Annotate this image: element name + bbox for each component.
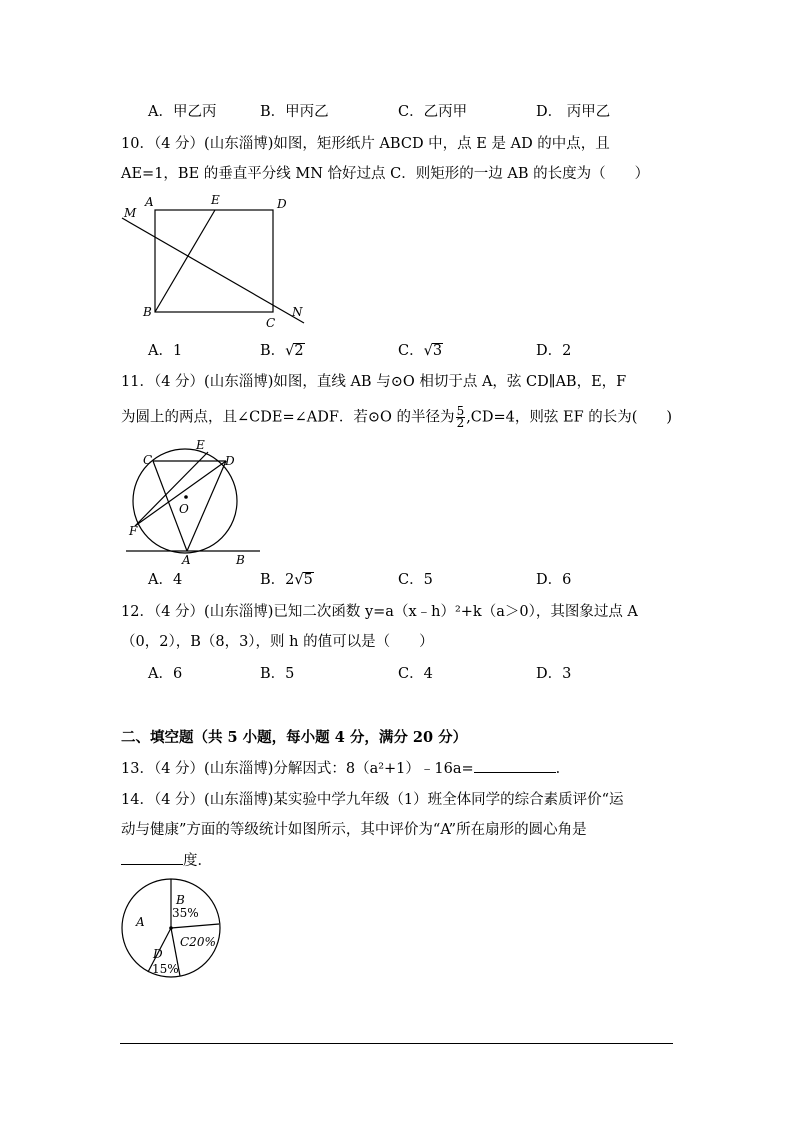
label-b: B xyxy=(143,305,152,319)
pie-radius-right xyxy=(171,924,219,928)
radius-fraction: $\frac{5}{2}$ xyxy=(456,404,465,430)
q12-line-1: 12．（4 分）(山东淄博)已知二次函数 y=a（x﹣h）²+k（a＞0），其图象过点 A xyxy=(121,604,638,620)
q11-option-b: B．2√5 xyxy=(260,572,313,588)
q11-option-d: D．6 xyxy=(536,572,572,588)
q9-option-d: D． 丙甲乙 xyxy=(536,104,611,120)
q10-option-d: D．2 xyxy=(536,343,572,359)
label-d: D xyxy=(277,197,287,211)
q12-option-c: C．4 xyxy=(398,666,433,682)
pie-label-d-percent: 15% xyxy=(152,962,179,976)
label-m: M xyxy=(124,206,137,220)
label-o: O xyxy=(179,502,189,516)
q13-answer-blank xyxy=(474,772,556,773)
label-c: C xyxy=(143,453,153,467)
label-n: N xyxy=(292,305,303,319)
q13-text: 13．（4 分）(山东淄博)分解因式：8（a²+1）﹣16a= ． xyxy=(121,761,571,777)
q9-option-c: C．乙丙甲 xyxy=(398,104,468,120)
label-c: C xyxy=(266,316,276,330)
q10-rectangle-figure xyxy=(118,190,318,330)
q9-option-a: A．甲乙丙 xyxy=(148,104,217,120)
label-a: A xyxy=(145,195,154,209)
pie-label-a: A xyxy=(136,915,145,929)
q14-line-2: 动与健康”方面的等级统计如图所示，其中评价为“A”所在扇形的圆心角是 xyxy=(121,822,587,838)
label-d: D xyxy=(225,454,235,468)
label-e: E xyxy=(196,438,205,452)
q11-circle-figure xyxy=(118,436,263,568)
label-b: B xyxy=(236,553,245,567)
q10-line-2: AE=1，BE 的垂直平分线 MN 恰好过点 C．则矩形的一边 AB 的长度为（ ） xyxy=(121,166,650,182)
q12-option-d: D．3 xyxy=(536,666,572,682)
q9-option-b: B．甲丙乙 xyxy=(260,104,329,120)
q11-line-1: 11．（4 分）(山东淄博)如图，直线 AB 与⊙O 相切于点 A，弦 CD∥AB，E，F xyxy=(121,374,627,390)
q10-option-b: B．√2 xyxy=(260,343,304,359)
label-e: E xyxy=(211,193,220,207)
pie-label-b: B xyxy=(176,893,185,907)
q14-line-1: 14．（4 分）(山东淄博)某实验中学九年级（1）班全体同学的综合素质评价“运 xyxy=(121,792,624,808)
q11-line-2: 为圆上的两点，且∠CDE=∠ADF．若⊙O 的半径为 $\frac{5}{2}$ ,CD=4，则弦 EF 的长为( ) xyxy=(121,404,673,430)
q12-option-a: A．6 xyxy=(148,666,183,682)
q12-line-2: （0，2），B（8，3），则 h 的值可以是（ ） xyxy=(121,634,434,650)
q11-option-a: A．4 xyxy=(148,572,183,588)
q10-line-1: 10．（4 分）(山东淄博)如图，矩形纸片 ABCD 中，点 E 是 AD 的中点，且 xyxy=(121,136,610,152)
pie-label-b-percent: 35% xyxy=(172,906,199,920)
q10-option-a: A．1 xyxy=(148,343,183,359)
q12-option-b: B．5 xyxy=(260,666,295,682)
rectangle-abcd xyxy=(155,210,273,312)
q14-line-3: 度． xyxy=(121,851,212,871)
label-a: A xyxy=(182,553,191,567)
q11-option-c: C．5 xyxy=(398,572,433,588)
section-2-title: 二、填空题（共 5 小题，每小题 4 分，满分 20 分） xyxy=(121,729,468,746)
q10-option-c: C．√3 xyxy=(398,343,443,359)
segment-be xyxy=(155,210,215,312)
q14-answer-blank xyxy=(121,864,183,865)
pie-center xyxy=(169,926,173,930)
pie-label-c: C20% xyxy=(180,935,216,949)
q14-pie-figure xyxy=(118,878,228,980)
footer-rule xyxy=(120,1043,673,1044)
center-point xyxy=(184,495,188,499)
label-f: F xyxy=(129,524,138,538)
pie-label-d: D xyxy=(153,947,163,961)
